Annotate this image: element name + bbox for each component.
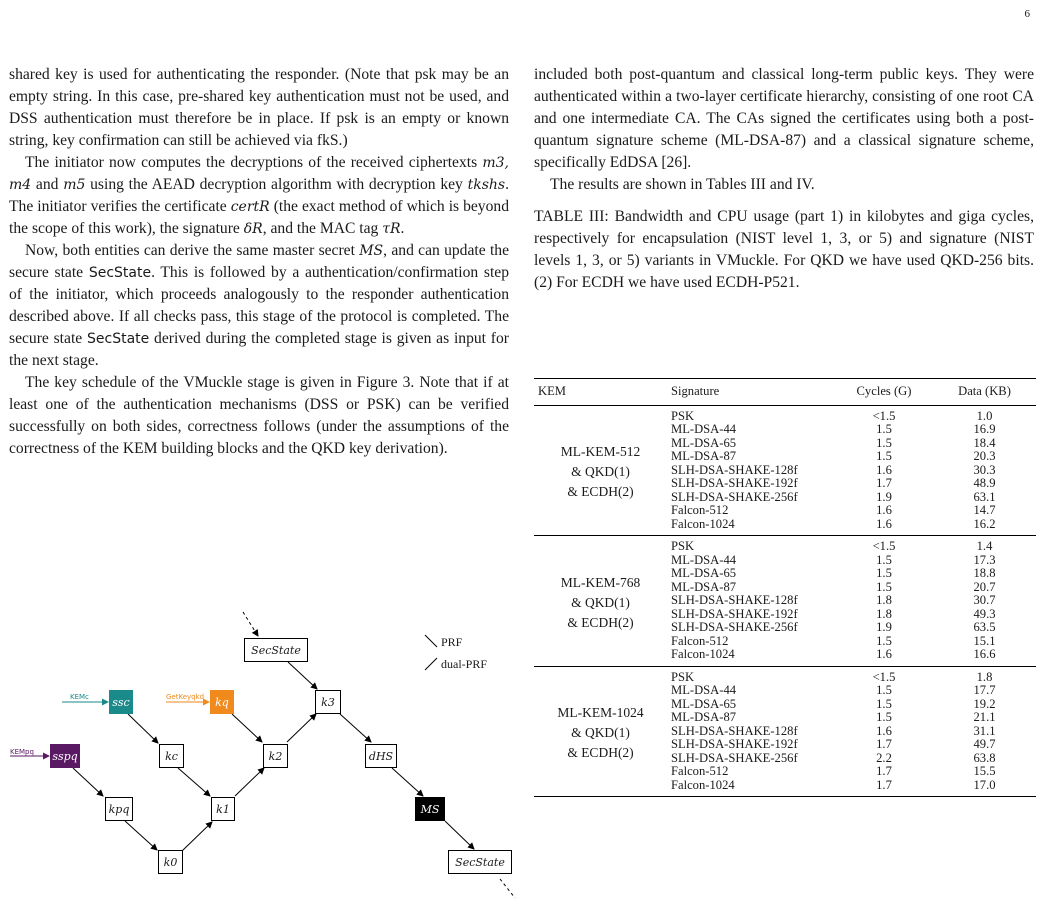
cycles-cell: 1.5 (876, 579, 892, 594)
node-k2: k2 (263, 744, 288, 768)
signature-cell: SLH-DSA-SHAKE-128f (671, 593, 798, 607)
node-sspq: sspq (50, 744, 80, 768)
data-cell: 14.7 (973, 503, 996, 517)
data-cell: 1.4 (976, 539, 993, 553)
cycles-cell: 1.5 (876, 696, 892, 711)
data-cell: 16.9 (973, 422, 996, 436)
signature-cell: SLH-DSA-SHAKE-256f (671, 489, 798, 504)
data-cell: 19.2 (973, 696, 996, 711)
cycles-cell: <1.5 (872, 669, 896, 684)
data-cell: 16.2 (973, 516, 996, 531)
kem-line: ML-KEM-768 (560, 574, 641, 590)
header-kem: KEM (534, 379, 667, 406)
label-getkey: GetKeyqkd (166, 693, 205, 701)
node-secstate-top: SecState (244, 638, 308, 662)
signature-cell: ML-DSA-65 (671, 696, 737, 711)
node-ssc: ssc (109, 690, 133, 714)
node-k1: k1 (211, 797, 235, 821)
data-cell: 18.8 (973, 566, 996, 580)
header-data: Data (KB) (933, 379, 1036, 406)
node-k0: k0 (158, 850, 183, 874)
data-cell: 63.8 (973, 750, 996, 765)
data-cell: 63.5 (973, 620, 996, 634)
cycles-cell: 1.6 (876, 647, 892, 661)
signature-cell: ML-DSA-87 (671, 579, 737, 594)
cycles-cell: 2.2 (876, 750, 892, 765)
results-table-wrap (534, 378, 1036, 797)
signature-cell: PSK (671, 669, 695, 684)
cycles-cell: 1.6 (876, 462, 892, 477)
data-cell: 48.9 (973, 476, 996, 490)
label-kemc: KEMc (70, 693, 89, 701)
node-ms: MS (415, 797, 445, 821)
edge-sspq-kpq (73, 768, 103, 796)
node-k3: k3 (315, 690, 341, 714)
data-cell: 15.5 (973, 764, 996, 778)
paragraph-4: The key schedule of the VMuckle stage is given in Figure 3. Note that if at least one of the authentication mechanisms (DSS or PSK) can be verified successfully on both sides, correctness follows (under the assumptions of the correctness of the KEM building blocks and the QKD key derivation). (9, 374, 509, 457)
signature-cell: ML-DSA-65 (671, 435, 737, 450)
label-kempq: KEMpq (10, 748, 34, 756)
cycles-cell: 1.5 (876, 683, 892, 697)
signature-cell: ML-DSA-87 (671, 449, 737, 463)
data-cell: 17.3 (973, 552, 996, 567)
cycles-cell: 1.5 (876, 633, 892, 648)
edge-k2-k3 (287, 714, 316, 742)
data-cell: 16.6 (973, 647, 996, 661)
signature-cell: Falcon-512 (671, 503, 729, 517)
right-column (534, 64, 1034, 294)
cycles-cell: 1.7 (876, 764, 892, 778)
paragraph-1: shared key is used for authenticating the responder. (Note that psk may be an empty string. In this case, pre-shared key authentication must not be used, and DSS authentication must therefore be in place. If psk is an empty or known string, key confirmation can still be achieved via fkS.) (9, 66, 509, 149)
paragraph-right-1: included both post-quantum and classical long-term public keys. They were authenticated within a two-layer certificate hierarchy, consisting of one root CA and one intermediate CA. The CAs signed the certificates using both a post-quantum signature scheme (ML-DSA-87) and a classical signature scheme, specifically EdDSA [26]. (534, 66, 1034, 171)
cycles-cell: 1.5 (876, 435, 892, 450)
signature-cell: PSK (671, 408, 695, 423)
kem-line: & ECDH(2) (567, 614, 634, 630)
edge-kpq-k0 (125, 821, 157, 850)
signature-cell: ML-DSA-44 (671, 552, 737, 567)
table-group-kem512 (534, 405, 1036, 536)
edge-k0-k1 (182, 822, 212, 851)
edge-k3-dhs (340, 714, 371, 742)
data-cell: 49.3 (973, 606, 996, 621)
kem-cell (534, 536, 667, 667)
node-kpq: kpq (105, 797, 133, 821)
signature-cell: ML-DSA-87 (671, 710, 737, 724)
signature-cell: SLH-DSA-SHAKE-192f (671, 606, 798, 621)
cycles-cell: <1.5 (872, 408, 896, 423)
kem-line: & QKD(1) (571, 725, 630, 741)
signature-cell: SLH-DSA-SHAKE-192f (671, 476, 798, 490)
cycles-cell: 1.5 (876, 449, 892, 463)
signature-cell: Falcon-512 (671, 764, 729, 778)
edge-kc-k1 (178, 768, 210, 796)
data-cell: 31.1 (973, 723, 996, 738)
data-cell: 49.7 (973, 737, 996, 751)
header-signature: Signature (667, 379, 835, 406)
edge-secstate-k3 (288, 662, 317, 689)
kem-cell (534, 666, 667, 797)
data-cell: 17.7 (973, 683, 996, 697)
signature-cell: Falcon-1024 (671, 516, 735, 531)
signature-cell: ML-DSA-44 (671, 422, 737, 436)
node-dhs: dHS (365, 744, 397, 768)
signature-cell: SLH-DSA-SHAKE-192f (671, 737, 798, 751)
cycles-cell: 1.6 (876, 516, 892, 531)
cycles-cell: 1.8 (876, 606, 892, 621)
node-secstate-bottom: SecState (448, 850, 512, 874)
cycles-cell: 1.9 (876, 620, 892, 634)
signature-cell: ML-DSA-44 (671, 683, 737, 697)
signature-cell: Falcon-1024 (671, 647, 735, 661)
cycles-cell: 1.6 (876, 723, 892, 738)
arrow-secstate-in (243, 612, 258, 636)
signature-cell: Falcon-512 (671, 633, 729, 648)
arrow-secstate-out (500, 879, 515, 898)
paragraph-2: The initiator now computes the decryptions of the received ciphertexts m3, m4 and m5 using the AEAD decryption algorithm with decryption key tkshs. The initiator verifies the certificate certR (the exact method of which is beyond the scope of this work), the signature δR, and the MAC tag τR. (9, 154, 509, 237)
cycles-cell: 1.5 (876, 552, 892, 567)
data-cell: 20.3 (973, 449, 996, 463)
data-cell: 17.0 (973, 777, 996, 792)
data-cell: 21.1 (973, 710, 996, 724)
data-cell: 20.7 (973, 579, 996, 594)
cycles-cell: 1.5 (876, 422, 892, 436)
kem-line: & QKD(1) (571, 594, 630, 610)
paragraph-right-2: The results are shown in Tables III and IV. (550, 176, 815, 193)
kem-cell (534, 405, 667, 536)
legend-prf-glyph (425, 635, 437, 647)
results-table (534, 378, 1036, 797)
node-kq: kq (210, 690, 234, 714)
table-group-kem1024 (534, 666, 1036, 797)
kem-line: & QKD(1) (571, 464, 630, 480)
cycles-cell: 1.7 (876, 737, 892, 751)
cycles-cell: 1.7 (876, 777, 892, 792)
edge-kq-k2 (232, 714, 262, 742)
signature-cell: SLH-DSA-SHAKE-256f (671, 750, 798, 765)
kem-line: & ECDH(2) (567, 745, 634, 761)
cycles-cell: 1.8 (876, 593, 892, 607)
signature-cell: SLH-DSA-SHAKE-128f (671, 723, 798, 738)
edge-k1-k2 (235, 768, 264, 796)
cycles-cell: 1.7 (876, 476, 892, 490)
signature-cell: Falcon-1024 (671, 777, 735, 792)
data-cell: 1.0 (976, 408, 993, 423)
page-number: 6 (1024, 8, 1030, 20)
header-cycles: Cycles (G) (835, 379, 933, 406)
table-row (534, 666, 1036, 684)
cycles-cell: 1.5 (876, 566, 892, 580)
table-row (534, 536, 1036, 554)
node-kc: kc (159, 744, 184, 768)
table-caption: TABLE III: Bandwidth and CPU usage (part 1) in kilobytes and giga cycles, respectively for encapsulation (NIST level 1, 3, or 5) and signature (NIST levels 1, 3, or 5) variants in VMuckle. For QKD we have used QKD-256 bits. (2) For ECDH we have used ECDH-P521. (534, 208, 1034, 291)
data-cell: 63.1 (973, 489, 996, 504)
table-header-row (534, 379, 1036, 406)
data-cell: 30.3 (973, 462, 996, 477)
paragraph-3: Now, both entities can derive the same master secret MS, and can update the secure state SecState. This is followed by a authentication/confirmation step of the initiator, which proceeds analogously to the responder authentication described above. If all checks pass, this stage of the protocol is completed. The secure state SecState derived during the completed stage is given as input for the next stage. (9, 242, 509, 369)
cycles-cell: 1.5 (876, 710, 892, 724)
legend-dualprf-glyph (425, 658, 437, 670)
edge-ssc-kc (128, 714, 158, 743)
data-cell: 18.4 (973, 435, 996, 450)
table-group-kem768 (534, 536, 1036, 667)
legend-dual-prf: dual-PRF (441, 657, 488, 671)
kem-line: ML-KEM-512 (560, 444, 641, 460)
edge-ms-secstate (445, 821, 474, 849)
left-column (9, 64, 509, 460)
data-cell: 15.1 (973, 633, 996, 648)
table-row (534, 405, 1036, 423)
cycles-cell: 1.6 (876, 503, 892, 517)
cycles-cell: <1.5 (872, 539, 896, 553)
data-cell: 1.8 (976, 669, 993, 684)
data-cell: 30.7 (973, 593, 996, 607)
kem-line: ML-KEM-1024 (557, 705, 644, 721)
key-schedule-diagram (0, 598, 522, 909)
signature-cell: SLH-DSA-SHAKE-128f (671, 462, 798, 477)
signature-cell: PSK (671, 539, 695, 553)
kem-line: & ECDH(2) (567, 484, 634, 500)
cycles-cell: 1.9 (876, 489, 892, 504)
legend-prf: PRF (441, 635, 463, 649)
signature-cell: ML-DSA-65 (671, 566, 737, 580)
signature-cell: SLH-DSA-SHAKE-256f (671, 620, 798, 634)
edge-dhs-ms (392, 768, 423, 796)
